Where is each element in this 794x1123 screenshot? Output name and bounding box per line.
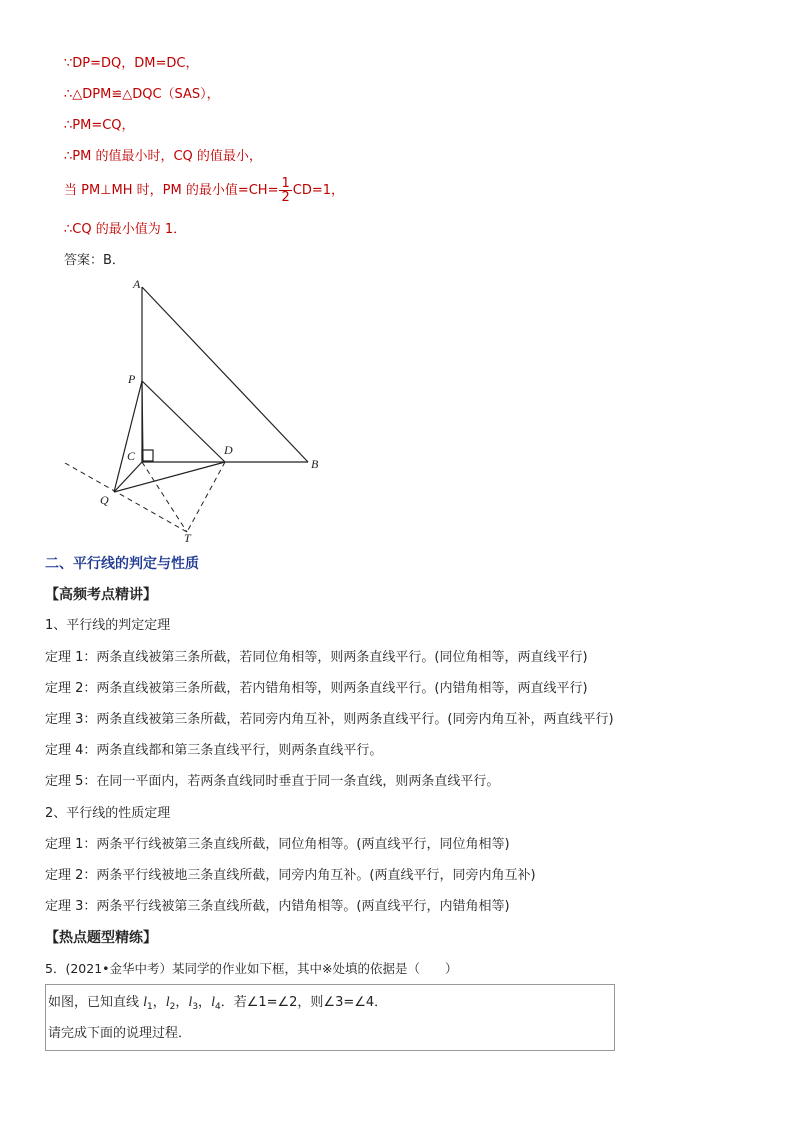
label-C: C xyxy=(127,449,136,463)
label-B: B xyxy=(311,457,319,471)
judge-theorem-1: 定理 1：两条直线被第三条所截，若同位角相等，则两条直线平行。(同位角相等，两直线平行) xyxy=(45,650,588,665)
subheading-judge: 1、平行线的判定定理 xyxy=(45,618,171,633)
question-5: 5．(2021•金华中考）某同学的作业如下框，其中※处填的依据是（ ） xyxy=(45,961,458,976)
label-D: D xyxy=(224,443,233,457)
segment-PQ xyxy=(114,381,142,492)
line-l4-subscript: 4 xyxy=(214,1002,221,1012)
bracket-heading-1: 【高频考点精讲】 xyxy=(45,587,157,603)
solution-line-4: ∴PM 的值最小时，CQ 的值最小， xyxy=(64,149,262,164)
line-l3-subscript: 3 xyxy=(192,1002,199,1012)
label-Q: Q xyxy=(100,493,109,507)
label-T: T xyxy=(184,531,191,545)
line-l1-subscript: 1 xyxy=(147,1002,153,1012)
solution-line-5 xyxy=(64,176,344,206)
homework-line-1-prefix: 如图，已知直线 xyxy=(48,995,144,1010)
homework-line-1: 如图，已知直线 $l_1$，$l_2$，$l_3$，$l_4$．若∠1=∠2，则∠3=∠4． xyxy=(48,995,388,1012)
right-angle-mark xyxy=(142,450,153,461)
answer-line: 答案：B． xyxy=(64,253,125,268)
prop-theorem-2: 定理 2：两条平行线被地三条直线所截，同旁内角互补。(两直线平行，同旁内角互补) xyxy=(45,868,536,883)
prop-theorem-3: 定理 3：两条平行线被第三条直线所截，内错角相等。(两直线平行，内错角相等) xyxy=(45,899,510,914)
line-l2: l xyxy=(165,995,170,1010)
section-title: 二、平行线的判定与性质 xyxy=(45,556,199,572)
solution-line-5-prefix: 当 PM⊥MH 时，PM 的最小值=CH= xyxy=(64,183,279,198)
line-l4: l xyxy=(211,995,215,1010)
dashed-line-CT xyxy=(142,462,187,532)
dashed-line-DT xyxy=(187,462,225,532)
segment-QD xyxy=(114,462,225,492)
fraction-numerator: 1 xyxy=(281,176,290,191)
solution-line-6: ∴CQ 的最小值为 1． xyxy=(64,222,187,237)
label-A: A xyxy=(133,277,141,291)
dashed-line-QT xyxy=(65,463,187,532)
judge-theorem-5: 定理 5：在同一平面内，若两条直线同时垂直于同一条直线，则两条直线平行。 xyxy=(45,774,500,789)
line-l3: l xyxy=(188,995,193,1010)
solution-line-2: ∴△DPM≌△DQC（SAS）， xyxy=(64,87,220,102)
judge-theorem-4: 定理 4：两条直线都和第三条直线平行，则两条直线平行。 xyxy=(45,743,383,758)
fraction-one-half xyxy=(279,177,291,204)
homework-line-1-suffix: ．若∠1=∠2，则∠3=∠4． xyxy=(220,995,388,1010)
segment-PD xyxy=(142,381,225,462)
judge-theorem-3: 定理 3：两条直线被第三条所截，若同旁内角互补，则两条直线平行。(同旁内角互补，两直线平行) xyxy=(45,712,614,727)
line-l2-subscript: 2 xyxy=(169,1002,176,1012)
judge-theorem-2: 定理 2：两条直线被第三条所截，若内错角相等，则两条直线平行。(内错角相等，两直线平行) xyxy=(45,681,588,696)
fraction-denominator: 2 xyxy=(281,190,290,205)
bracket-heading-2: 【热点题型精练】 xyxy=(45,930,157,946)
geometry-figure xyxy=(55,275,335,545)
solution-line-3: ∴PM=CQ， xyxy=(64,118,135,133)
segment-AB xyxy=(142,287,308,462)
subheading-props: 2、平行线的性质定理 xyxy=(45,806,171,821)
line-l1: l xyxy=(143,995,148,1010)
solution-line-1: ∵DP=DQ，DM=DC， xyxy=(64,56,199,71)
solution-line-5-suffix: CD=1， xyxy=(292,183,345,198)
label-P: P xyxy=(128,372,136,386)
homework-line-2: 请完成下面的说理过程． xyxy=(48,1026,192,1041)
prop-theorem-1: 定理 1：两条平行线被第三条直线所截，同位角相等。(两直线平行，同位角相等) xyxy=(45,837,510,852)
